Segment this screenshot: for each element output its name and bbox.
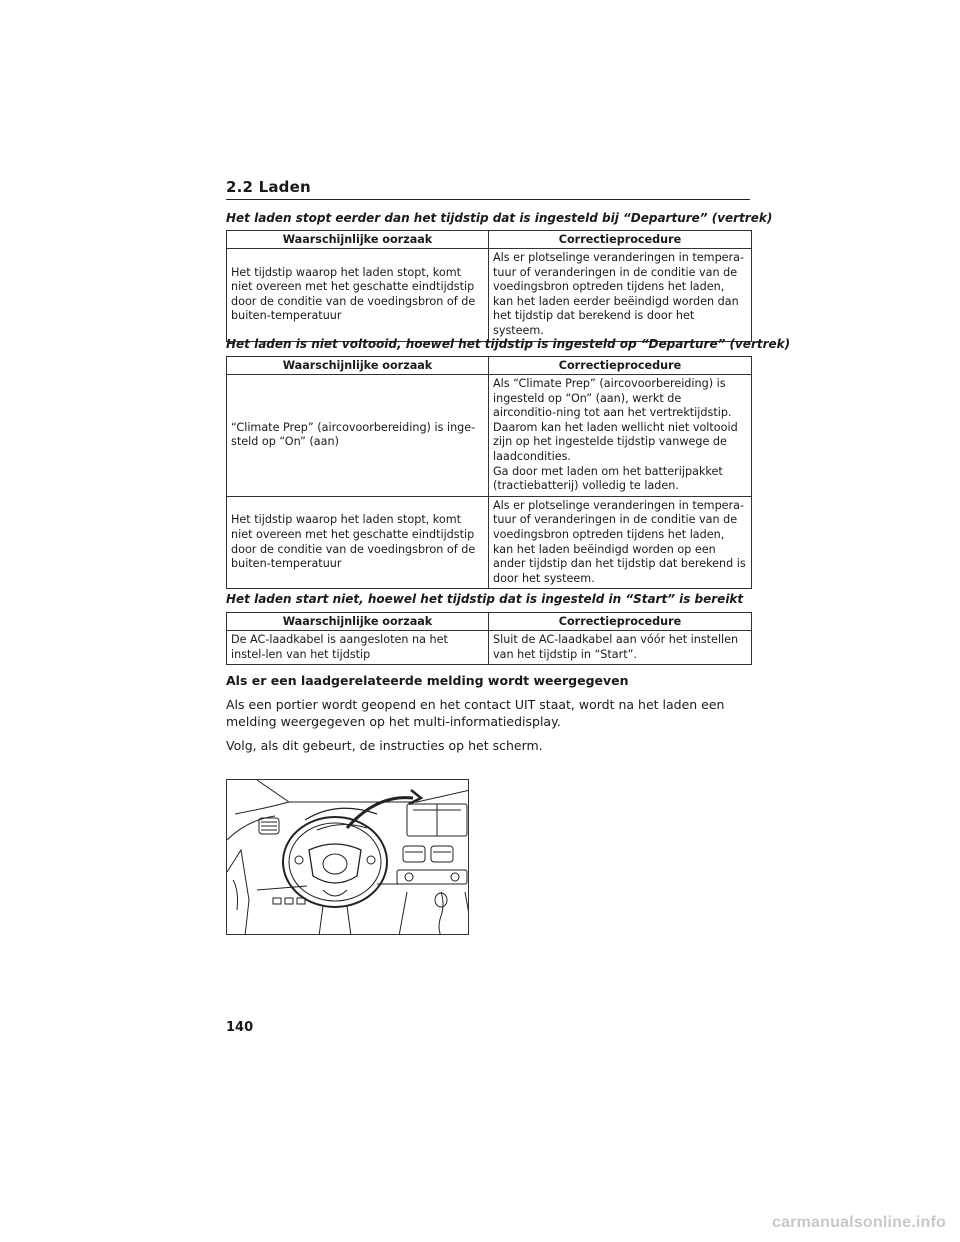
col-header-cause: Waarschijnlijke oorzaak	[227, 613, 489, 631]
fix-cell: Als er plotselinge veranderingen in tempera-tuur of veranderingen in de conditie van de voedingsbron optreden tijdens het laden, kan het laden beëindigd worden op een ander tijdstip dan het tijdstip dat berekend is door het systeem.	[489, 496, 752, 589]
section-header: 2.2 Laden	[226, 178, 750, 200]
fix-cell: Als er plotselinge veranderingen in tempera-tuur of veranderingen in de conditie van de voedingsbron optreden tijdens het laden, kan het laden eerder beëindigd worden dan het tijdstip dat berekend is door het systeem.	[489, 249, 752, 342]
cause-cell: “Climate Prep” (aircovoorbereiding) is inge-steld op “On” (aan)	[227, 375, 489, 497]
table-2-heading: Het laden is niet voltooid, hoewel het tijdstip is ingesteld op “Departure” (vertrek)	[226, 337, 791, 351]
cause-cell: Het tijdstip waarop het laden stopt, komt niet overeen met het geschatte eindtijdstip door de conditie van de voedingsbron of de buiten-temperatuur	[227, 249, 489, 342]
table-1-heading: Het laden stopt eerder dan het tijdstip dat is ingesteld bij “Departure” (vertrek)	[226, 211, 773, 225]
notice-heading: Als er een laadgerelateerde melding wordt weergegeven	[226, 673, 629, 688]
cause-cell: De AC-laadkabel is aangesloten na het instel-len van het tijdstip	[227, 631, 489, 665]
col-header-fix: Correctieprocedure	[489, 613, 752, 631]
col-header-fix: Correctieprocedure	[489, 357, 752, 375]
fix-cell: Sluit de AC-laadkabel aan vóór het instellen van het tijdstip in “Start”.	[489, 631, 752, 665]
cause-cell: Het tijdstip waarop het laden stopt, komt niet overeen met het geschatte eindtijdstip door de conditie van de voedingsbron of de buiten-temperatuur	[227, 496, 489, 589]
table-row	[227, 249, 752, 342]
dashboard-illustration	[226, 779, 469, 935]
troubleshooting-table-3	[226, 612, 752, 665]
table-3-heading: Het laden start niet, hoewel het tijdstip dat is ingesteld in “Start” is bereikt	[226, 592, 744, 606]
fix-cell: Als “Climate Prep” (aircovoorbereiding) is ingesteld op “On” (aan), werkt de airconditio-ning tot aan het vertrektijdstip. Daarom kan het laden wellicht niet voltooid zijn op het ingestelde tijdstip vanwege de laadcondities. Ga door met laden om het batterijpakket (tractiebatterij) volledig te laden.	[489, 375, 752, 497]
col-header-cause: Waarschijnlijke oorzaak	[227, 357, 489, 375]
col-header-fix: Correctieprocedure	[489, 231, 752, 249]
notice-paragraph-1: Als een portier wordt geopend en het contact UIT staat, wordt na het laden een melding weergegeven op het multi-informatiedisplay.	[226, 697, 725, 729]
table-row	[227, 631, 752, 665]
troubleshooting-table-2	[226, 356, 752, 589]
steering-wheel-dashboard-drawing	[227, 780, 469, 935]
page-number: 140	[226, 1020, 254, 1035]
table-row	[227, 496, 752, 589]
notice-paragraph-2: Volg, als dit gebeurt, de instructies op het scherm.	[226, 738, 543, 753]
table-row	[227, 375, 752, 497]
watermark: carmanualsonline.info	[771, 1214, 946, 1231]
troubleshooting-table-1	[226, 230, 752, 342]
col-header-cause: Waarschijnlijke oorzaak	[227, 231, 489, 249]
